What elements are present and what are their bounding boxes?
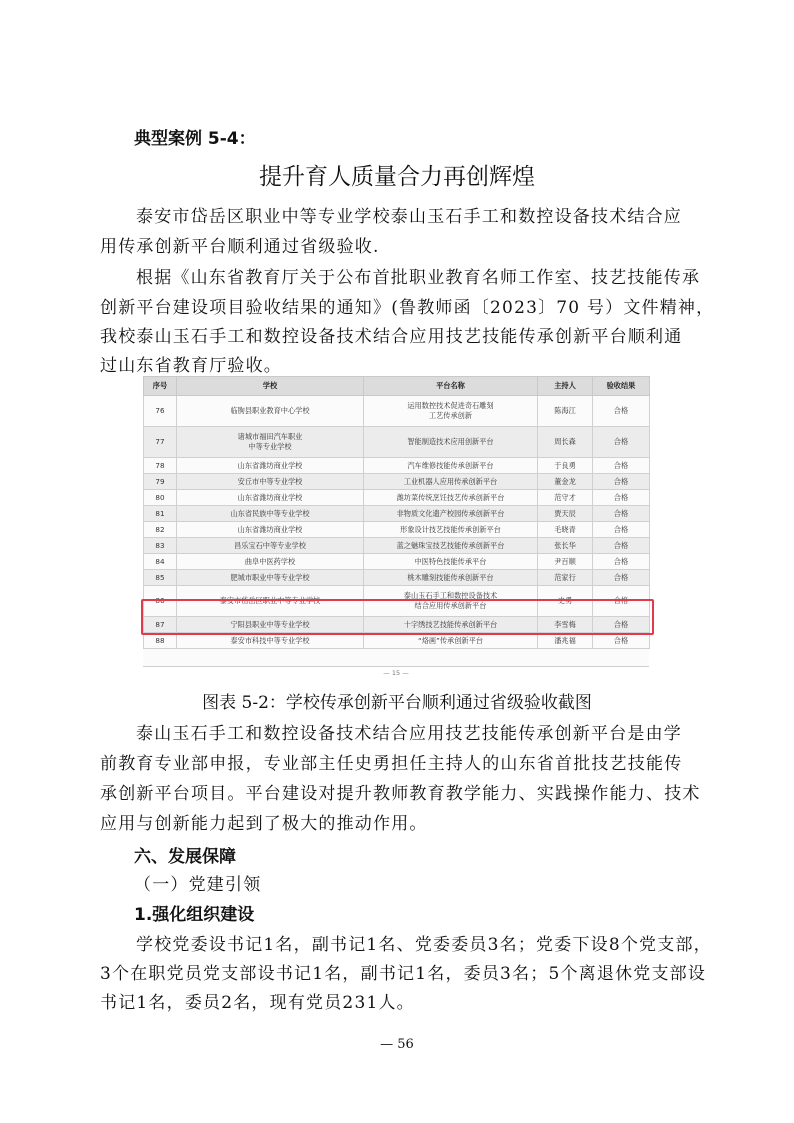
cell-platform <box>364 458 538 474</box>
cell-platform-line: 工业机器人应用传承创新平台 <box>403 476 498 486</box>
table-row <box>144 633 650 649</box>
cell-platform <box>364 554 538 570</box>
cell-result: 合格 <box>593 458 650 474</box>
cell-platform-line: 泰山玉石手工和数控设备技术 <box>403 591 498 600</box>
cell-host: 范守才 <box>538 490 593 506</box>
cell-school-line: 昌乐宝石中等专业学校 <box>234 540 306 550</box>
cell-no: 81 <box>144 506 177 522</box>
cell-no: 85 <box>144 570 177 586</box>
cell-platform-line: 工艺传承创新 <box>428 411 473 420</box>
cell-school-line: 山东省潍坊商业学校 <box>237 460 303 470</box>
table-row <box>144 474 650 490</box>
cell-platform <box>364 586 538 617</box>
cell-platform-line: 结合应用传承创新平台 <box>414 601 487 610</box>
cell-result: 合格 <box>593 570 650 586</box>
cell-no: 77 <box>144 427 177 458</box>
para4-line-1: 学校党委设书记1名，副书记1名、党委委员3名；党委下设8个党支部， <box>136 935 712 955</box>
cell-result: 合格 <box>593 427 650 458</box>
cell-school-line: 安丘市中等专业学校 <box>237 476 303 486</box>
cell-platform <box>364 538 538 554</box>
cell-no: 78 <box>144 458 177 474</box>
cell-host: 贾天辰 <box>538 506 593 522</box>
cell-result: 合格 <box>593 522 650 538</box>
intro-line-2: 用传承创新平台顺利通过省级验收. <box>100 237 380 257</box>
cell-host: 范家行 <box>538 570 593 586</box>
cell-result: 合格 <box>593 617 650 633</box>
cell-platform <box>364 474 538 490</box>
cell-school <box>177 538 364 554</box>
cell-school-line: 曲阜中医药学校 <box>244 556 296 566</box>
cell-host: 毛晓青 <box>538 522 593 538</box>
table-row <box>144 570 650 586</box>
cell-platform <box>364 617 538 633</box>
cell-no: 84 <box>144 554 177 570</box>
cell-platform <box>364 633 538 649</box>
table-row <box>144 458 650 474</box>
cell-result: 合格 <box>593 586 650 617</box>
cell-school <box>177 396 364 427</box>
page-number: — 56 <box>380 1037 414 1052</box>
case-label: 典型案例 5-4： <box>134 129 256 149</box>
cell-platform <box>364 490 538 506</box>
cell-no: 80 <box>144 490 177 506</box>
cell-host: 尹百顺 <box>538 554 593 570</box>
cell-platform <box>364 570 538 586</box>
cell-host: 潘兆福 <box>538 633 593 649</box>
subsection-heading: （一）党建引领 <box>134 875 262 895</box>
para4-line-3: 书记1名，委员2名，现有党员231人。 <box>100 993 415 1013</box>
para3-line-3: 承创新平台项目。平台建设对提升教师教育教学能力、实践操作能力、技术 <box>100 784 701 804</box>
table-row <box>144 538 650 554</box>
cell-platform <box>364 506 538 522</box>
cell-host: 于良勇 <box>538 458 593 474</box>
cell-school <box>177 490 364 506</box>
page-title: 提升育人质量合力再创辉煌 <box>259 164 535 190</box>
table-row <box>144 522 650 538</box>
table-row <box>144 617 650 633</box>
table-row <box>144 396 650 427</box>
cell-no: 87 <box>144 617 177 633</box>
cell-school <box>177 506 364 522</box>
cell-platform <box>364 427 538 458</box>
cell-platform-line: 非物质文化遗产校园传承创新平台 <box>396 508 505 518</box>
para3-line-2: 前教育专业部申报，专业部主任史勇担任主持人的山东省首批技艺技能传 <box>100 754 683 774</box>
cell-host: 周长森 <box>538 427 593 458</box>
header-host: 主持人 <box>538 377 593 396</box>
para3-line-4: 应用与创新能力起到了极大的推动作用。 <box>100 814 428 834</box>
para2-line-3: 我校泰山玉石手工和数控设备技术结合应用技艺技能传承创新平台顺利通 <box>100 327 683 347</box>
cell-school <box>177 570 364 586</box>
cell-host: 李雪梅 <box>538 617 593 633</box>
para2-line-2: 创新平台建设项目验收结果的通知》(鲁教师函〔2023〕70 号）文件精神， <box>100 298 715 318</box>
table-page-mark: — 15 — <box>143 666 649 677</box>
cell-school-line: 山东省潍坊商业学校 <box>237 492 303 502</box>
cell-school <box>177 633 364 649</box>
cell-platform-line: 蓝之魅珠宝技艺技能传承创新平台 <box>396 540 505 550</box>
para2-line-1: 根据《山东省教育厅关于公布首批职业教育名师工作室、技艺技能传承 <box>136 268 701 288</box>
section-heading: 六、发展保障 <box>134 847 236 867</box>
cell-no: 86 <box>144 586 177 617</box>
cell-no: 83 <box>144 538 177 554</box>
cell-school <box>177 617 364 633</box>
cell-school <box>177 554 364 570</box>
cell-no: 82 <box>144 522 177 538</box>
cell-platform-line: 中医特色技能传承平台 <box>414 556 487 566</box>
cell-school-line: 山东省潍坊商业学校 <box>237 524 303 534</box>
cell-school-line: 泰安市岱岳区职业中等专业学校 <box>219 596 321 605</box>
subsub-heading: 1.强化组织建设 <box>134 905 255 925</box>
cell-school-line: 宁阳县职业中等专业学校 <box>230 619 310 629</box>
cell-school <box>177 458 364 474</box>
cell-school-line: 山东省民族中等专业学校 <box>230 508 310 518</box>
cell-school-line: 肥城市职业中等专业学校 <box>230 572 310 582</box>
cell-platform-line: 智能制造技术应用创新平台 <box>407 437 494 446</box>
cell-platform-line: 潍坊菜传统烹饪技艺传承创新平台 <box>396 492 505 502</box>
cell-result: 合格 <box>593 396 650 427</box>
cell-school <box>177 522 364 538</box>
cell-host: 董金龙 <box>538 474 593 490</box>
para2-line-4: 过山东省教育厅验收。 <box>100 356 282 376</box>
cell-school <box>177 474 364 490</box>
cell-result: 合格 <box>593 538 650 554</box>
cell-platform-line: 十字绣技艺技能传承创新平台 <box>403 619 498 629</box>
cell-platform-line: 桃木雕刻技能传承创新平台 <box>407 572 494 582</box>
cell-school-line: 中等专业学校 <box>248 442 292 451</box>
para3-line-1: 泰山玉石手工和数控设备技术结合应用技艺技能传承创新平台是由学 <box>136 724 682 744</box>
header-no: 序号 <box>144 377 177 396</box>
cell-result: 合格 <box>593 633 650 649</box>
cell-no: 76 <box>144 396 177 427</box>
cell-school-line: 泰安市科技中等专业学校 <box>230 635 310 645</box>
cell-platform <box>364 396 538 427</box>
cell-result: 合格 <box>593 554 650 570</box>
header-result: 验收结果 <box>593 377 650 396</box>
cell-platform-line: 形象设计技艺技能传承创新平台 <box>400 524 501 534</box>
table-header-row <box>144 377 650 396</box>
cell-result: 合格 <box>593 490 650 506</box>
acceptance-table <box>143 376 650 649</box>
acceptance-table-screenshot <box>143 376 649 666</box>
cell-no: 79 <box>144 474 177 490</box>
cell-platform-line: 运用数控技术促进奇石雕刻 <box>407 401 494 410</box>
para4-line-2: 3个在职党员党支部设书记1名，副书记1名，委员3名；5个离退休党支部设 <box>100 964 707 984</box>
table-row <box>144 490 650 506</box>
cell-host: 陈海江 <box>538 396 593 427</box>
cell-result: 合格 <box>593 474 650 490</box>
cell-result: 合格 <box>593 506 650 522</box>
cell-host: 张长华 <box>538 538 593 554</box>
figure-caption: 图表 5-2：学校传承创新平台顺利通过省级验收截图 <box>202 693 592 713</box>
cell-platform-line: “烙画”传承创新平台 <box>418 635 483 645</box>
cell-school <box>177 586 364 617</box>
cell-school <box>177 427 364 458</box>
intro-line-1: 泰安市岱岳区职业中等专业学校泰山玉石手工和数控设备技术结合应 <box>136 207 682 227</box>
header-platform: 平台名称 <box>364 377 538 396</box>
table-row <box>144 554 650 570</box>
table-row <box>144 427 650 458</box>
cell-no: 88 <box>144 633 177 649</box>
cell-school-line: 诸城市福田汽车职业 <box>237 432 303 441</box>
cell-platform <box>364 522 538 538</box>
table-row <box>144 586 650 617</box>
cell-platform-line: 汽车维修技能传承创新平台 <box>407 460 494 470</box>
table-row <box>144 506 650 522</box>
cell-school-line: 临朐县职业教育中心学校 <box>230 406 310 415</box>
cell-host: 史勇 <box>538 586 593 617</box>
header-school: 学校 <box>177 377 364 396</box>
